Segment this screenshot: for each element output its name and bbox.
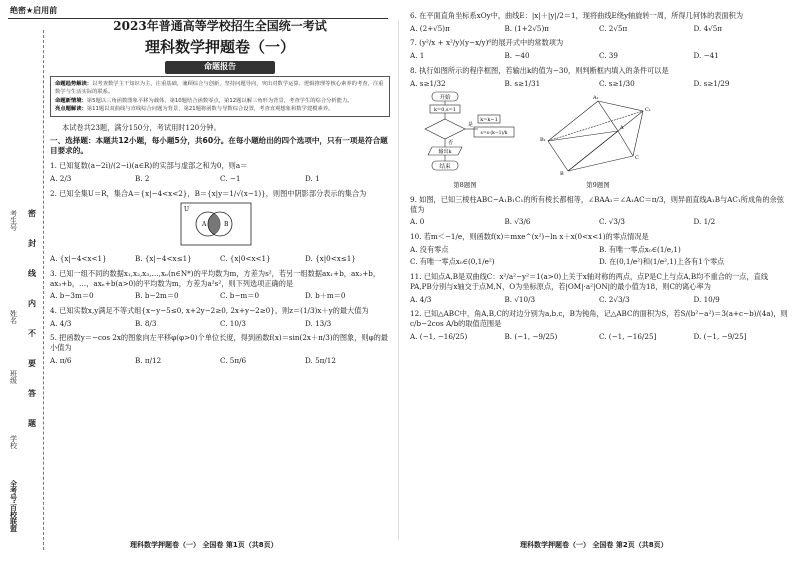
question-7 [410,38,788,60]
footer-left: 理科数学押题卷（一） 全国卷 第1页（共8页） [130,541,278,549]
question-stem: 11. 已知点A,B是双曲线C：x²/a²−y²＝1(a>0)上关于x轴对称的两点，点P是C上与点A,B均不重合的一点，直线PA,PB分别与x轴交于点M,N，O为坐标原点，若|OM|·a²|ON|的最小值为18，则C的离心率为 [410,272,769,291]
option-a: A. π/6 [50,355,72,365]
option-a: A. 4/3 [50,318,72,328]
prism-label: A₁ [593,95,599,102]
question-options [410,295,788,305]
question-stem: 1. 已知复数(a−2i)/(2−i)(a∈R)的实部与虚部之和为0，则a＝ [50,161,248,171]
option-a: A. (−1, −16/25) [410,331,468,341]
option-a: A. 1 [410,51,425,61]
venn-shaded-region [208,214,220,235]
option-b: B. (1+2√5)π [504,23,550,33]
option-b: B. −40 [504,51,530,61]
exam-title: 2023年普通高等学校招生全国统一考试 [113,19,327,33]
option-d: D. 在(0,1/e²)和(1/e²,1)上各有1个零点 [599,257,725,267]
prism-label: C [635,155,639,162]
flowchart [410,91,520,177]
option-d: D. s≥1/29 [693,78,730,88]
question-8 [410,66,788,88]
question-6 [410,11,788,33]
question-options [410,51,788,61]
question-options [50,356,390,366]
option-b: B. s≥1/31 [504,78,541,88]
binding-brand: 全考号·百校联盟 [9,480,18,532]
flow-k-label: k=k−1 [480,117,498,124]
flow-no: 否 [448,140,454,147]
field-student-id: 考生号 [9,210,18,231]
report-item: 命题趋势解读：以考查数学主干知识为主，注重基础，兼顾综合与创新，坚持问题导向，突出对数学运算、逻辑推理等核心素养的考查，注重数学与生活实际的联系。 [55,81,384,96]
option-c: C. 5π/6 [220,355,247,365]
option-c: C. 39 [599,51,618,61]
cut-word: 要 [28,358,36,371]
field-class: 班级 [9,370,18,384]
option-d: D. (−1, −9/25] [693,331,747,341]
paper-title: 理科数学押题卷（一） [144,38,295,57]
option-b: B. 有唯一零点x₀∈(1/e,1) [599,244,681,254]
option-c: C. s≥1/30 [599,78,635,88]
option-b: B. 8/3 [135,318,157,328]
question-options [410,217,788,227]
binding-strip [0,30,44,550]
option-a: A. 没有零点 [410,244,449,254]
option-c: C. {x|0<x<1} [220,254,271,264]
option-a: A. 0 [410,217,425,227]
option-a: A. 4/3 [410,294,432,304]
prism-label: C₁ [645,107,651,114]
option-b: B. {x|−4<x≤1} [135,254,192,264]
option-a: A. {x|−4<x<1} [50,254,107,264]
prism-label: A [620,125,624,132]
question-stem: 4. 已知实数x,y满足不等式组{x−y−5≤0, x+2y−2≥0, 2x+y−2≥0}，则z＝(1/3)x＋y的最大值为 [50,306,369,316]
report-heading: 命题报告 [165,61,275,74]
cut-word: 密 [28,208,36,221]
field-name: 姓名 [9,310,18,324]
option-b: B. π/12 [135,355,162,365]
question-9 [410,195,788,227]
flow-start-label: 开始 [439,95,451,102]
question-options [50,319,390,329]
option-c: C. 10/3 [220,318,246,328]
question-options [410,79,788,89]
question-stem: 9. 如图，已知三棱柱ABC−A₁B₁C₁的所有棱长都相等，∠BAA₁＝∠A₁AC＝π/3，则异面直线A₁B与AC₁所成角的余弦值为 [410,194,784,214]
option-b: B. 2 [135,173,150,183]
question-10 [410,232,788,267]
question-1 [50,161,390,183]
cut-word: 答 [28,388,36,401]
figure-9 [538,91,658,189]
secret-mark: 绝密★启用前 [10,6,58,15]
flow-output-label: 输出k [438,149,452,156]
question-options [410,245,788,255]
option-d: D. {x|0<x≤1} [305,254,356,264]
option-d: D. 10/9 [693,294,720,304]
option-b: B. √10/3 [504,294,536,304]
question-stem: 8. 执行如图所示的程序框图，若输出k的值为−30，则判断框内填入的条件可以是 [410,65,669,75]
question-stem: 6. 在平面直角坐标系xOy中，曲线E：|x|＋|y|/2＝1，现将曲线E绕y轴旋转一周，所得几何体的表面积为 [410,11,744,20]
option-d: D. −41 [693,51,719,61]
question-options [410,332,788,342]
option-d: D. 1/2 [693,217,716,227]
question-options [410,257,788,267]
venn-diagram [180,202,252,246]
option-a: A. s≥1/32 [410,78,446,88]
section-heading: 一、选择题：本题共12小题，每小题5分，共60分。在每小题给出的四个选项中，只有一项是符合题目要求的。 [50,135,388,156]
option-c: C. 有唯一零点x₀∈(0,1/e²) [410,257,495,267]
flow-s-label: s=s·(k−1)/k [480,131,508,137]
cut-word: 内 [28,298,36,311]
cut-word: 不 [28,328,36,341]
question-options [50,254,390,264]
option-d: D. 4√5π [693,23,723,33]
option-a: A. b−3m＝0 [50,291,94,301]
venn-label-a: A [202,221,207,229]
option-a: A. (2+√5)π [410,23,450,33]
question-4 [50,306,390,328]
report-item: 亮点题解读：第11题以双曲线与直线综合问题为背景，第21题将函数与导数综合设置，考查直观想象和数学建模素养。 [55,105,334,112]
cut-word: 题 [28,418,36,431]
report-item: 命题新情境：第5题以三角函数图象平移为载体，第10题结合函数零点，第12题以解三角形为背景，考查学生的综合分析能力。 [55,97,353,104]
cut-word: 线 [28,268,36,281]
prism-label: B [560,171,564,178]
venn-label-b: B [224,221,229,229]
option-c: C. √3/3 [599,217,625,227]
option-c: C. 2√5π [599,23,628,33]
venn-label-u: U [184,206,190,214]
option-c: C. b−m＝0 [220,291,260,301]
option-c: C. 2√3/3 [599,294,630,304]
question-options [50,174,390,184]
option-d: D. 5π/12 [305,355,336,365]
question-options [410,24,788,34]
footer-right: 理科数学押题卷（一） 全国卷 第2页（共8页） [520,541,668,549]
option-d: D. 1 [305,173,320,183]
report-box [50,76,390,117]
question-stem: 2. 已知全集U＝R，集合A＝{x|−4<x<2}，B＝{x|y＝1/√(x−1)}，则图中阴影部分表示的集合为 [50,188,367,198]
right-column [410,6,788,341]
question-options [50,291,390,301]
option-d: D. b＋m＝0 [305,291,346,301]
left-column [50,14,390,366]
flow-yes: 是 [468,122,474,129]
option-b: B. b−2m＝0 [135,291,179,301]
field-school: 学校 [9,435,18,449]
question-stem: 10. 若m＜−1/e，则函数f(x)＝mxe^(x²)−ln x＋x(0<x<1)的零点情况是 [410,231,649,241]
figures-row [410,91,788,189]
exam-info: 本试卷共23题，满分150分，考试用时120分钟。 [62,123,221,133]
question-stem: 5. 把函数y＝−cos 2x的图象向左平移φ(φ>0)个单位长度，得到函数f(x)＝sin(2x＋π/3)的图象，则φ的最小值为 [50,333,388,353]
option-a: A. 2/3 [50,173,72,183]
prism-figure [538,91,658,177]
question-stem: 12. 已知△ABC中，角A,B,C的对边分别为a,b,c，B为钝角，记△ABC的面积为S，若S/(b²−a²)＝3(a+c−b)/(4a)，则c/b−2cos A/b的取值范围是 [410,309,788,328]
option-b: B. √3/6 [504,217,531,227]
figure-8-caption: 第8题图 [453,181,477,190]
question-stem: 3. 已知一组不同的数据x₁,x₂,x₃,…,xₙ(n∈N*)的平均数为m，方差为s²，若另一组数据ax₁+b，ax₂+b，ax₃+b，…，axₙ+b(a>0)的平均数为m，方差为a²s²，则下列选项正确的是 [50,268,381,288]
question-2 [50,189,390,264]
prism-label: B₁ [540,137,546,144]
flow-decision [425,119,465,139]
question-5 [50,333,390,365]
question-3 [50,269,390,301]
figure-8 [410,91,520,189]
option-b: B. (−1, −9/25) [504,331,558,341]
flow-end-label: 结束 [439,164,451,171]
page-divider [398,20,399,540]
option-d: D. 13/3 [305,318,332,328]
question-stem: 7. (y²/x + x²/y)(y−x/y)⁶的展开式中的常数项为 [410,38,564,48]
option-c: C. (−1, −16/25] [599,331,657,341]
figure-9-caption: 第9题图 [586,181,610,190]
flow-init-label: k=0,s=1 [434,107,456,114]
question-12 [410,309,788,341]
cut-word: 封 [28,238,36,251]
option-c: C. −1 [220,173,241,183]
question-11 [410,272,788,304]
